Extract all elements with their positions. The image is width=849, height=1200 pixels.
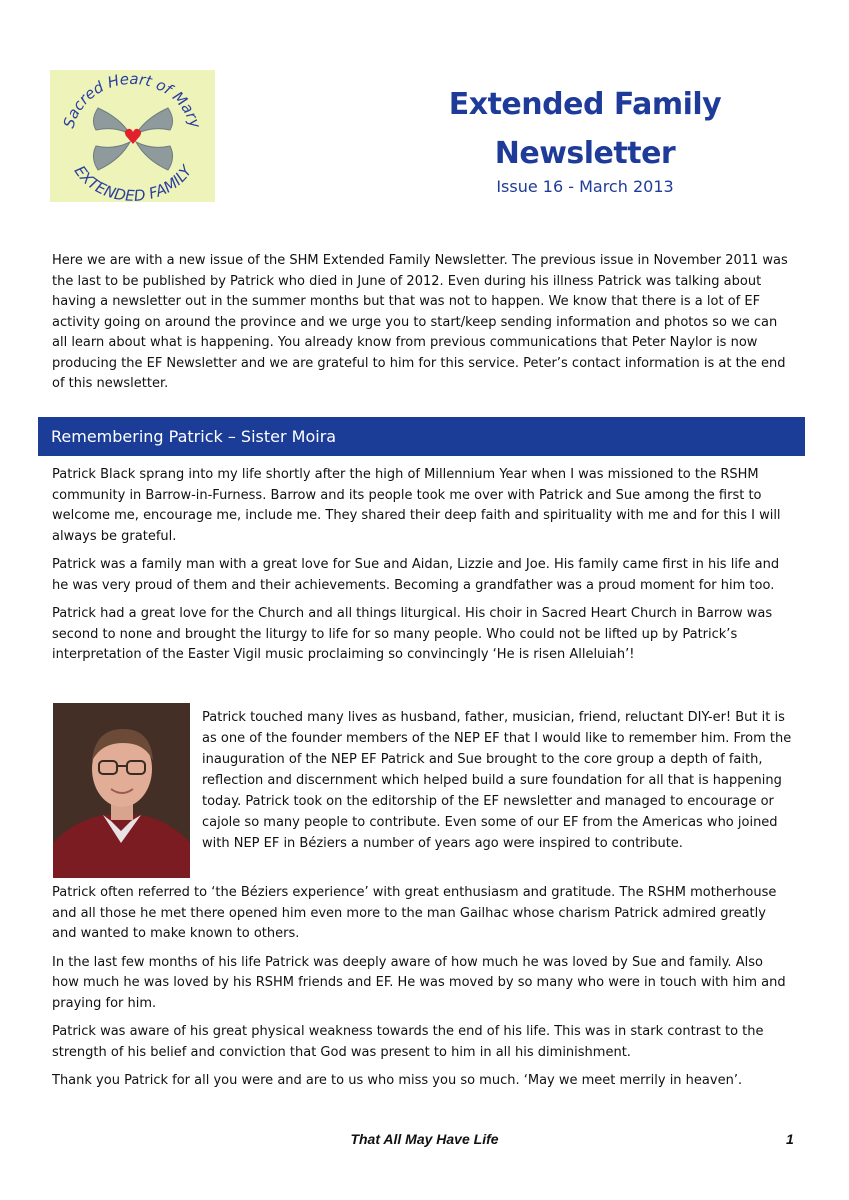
issue-label: Issue 16 - March 2013 <box>496 177 674 196</box>
svg-text:Sacred Heart of Mary: Sacred Heart of Mary <box>59 70 205 131</box>
paragraph-7: Patrick was aware of his great physical weakness towards the end of his life. This was in stark contrast to the strength of his belief and conviction that God was present to him in all his diminishment. <box>52 1024 764 1060</box>
title-line-1: Extended Family <box>448 87 722 122</box>
paragraph-1: Patrick Black sprang into my life shortly after the high of Millennium Year when I was missioned to the RSHM community in Barrow-in-Furness. Barrow and its people took me over with Patrick and Sue among the first to welcome me, encourage me, include me. They shared their deep faith and spirituality with me and for this I will always be grateful. <box>52 467 781 544</box>
paragraph-4: Patrick touched many lives as husband, father, musician, friend, reluctant DIY-er! But it is as one of the founder members of the NEP EF that I would like to remember him. From the inauguration of the NEP EF Patrick and Sue brought to the core group a depth of faith, reflection and discernment which helped build a sure foundation for all that is happening today. Patrick took on the editorship of the EF newsletter and managed to encourage or cajole so many people to contribute. Even some of our EF from the Americas who joined with NEP EF in Béziers a number of years ago were inspired to contribute. <box>202 710 792 851</box>
svg-text:EXTENDED FAMILY: EXTENDED FAMILY <box>70 162 196 202</box>
intro-paragraph <box>52 251 792 403</box>
article-body-photo-wrap <box>202 707 794 854</box>
article-body-bottom <box>52 883 792 1100</box>
paragraph-8: Thank you Patrick for all you were and are to us who miss you so much. ‘May we meet merrily in heaven’. <box>52 1073 743 1088</box>
section-heading: Remembering Patrick – Sister Moira <box>38 417 805 456</box>
paragraph-2: Patrick was a family man with a great love for Sue and Aidan, Lizzie and Joe. His family came first in his life and he was very proud of them and their achievements. Becoming a grandfather was a proud moment for him too. <box>52 557 780 593</box>
newsletter-title <box>430 80 740 178</box>
heart-icon <box>125 129 141 144</box>
paragraph-5: Patrick often referred to ‘the Béziers experience’ with great enthusiasm and gratitude. The RSHM motherhouse and all those he met there opened him even more to the man Gailhac whose charism Patrick admired greatly and wanted to make known to others. <box>52 885 777 941</box>
logo <box>50 70 215 202</box>
patrick-photo <box>53 703 190 878</box>
intro-text: Here we are with a new issue of the SHM Extended Family Newsletter. The previous issue in November 2011 was the last to be published by Patrick who died in June of 2012. Even during his illness Patrick was talking about having a newsletter out in the summer months but that was not to happen. We know that there is a lot of EF activity going on around the province and we urge you to start/keep sending information and photos so we can all learn about what is happening. You already know from previous communications that Peter Naylor is now producing the EF Newsletter and we are grateful to him for this service. Peter’s contact information is at the end of this newsletter. <box>52 253 788 391</box>
footer-motto: That All May Have Life <box>350 1131 499 1147</box>
paragraph-6: In the last few months of his life Patrick was deeply aware of how much he was loved by Sue and family. Also how much he was loved by his RSHM friends and EF. He was moved by so many who were in touch with him and praying for him. <box>52 954 786 1011</box>
page-number: 1 <box>786 1131 794 1147</box>
title-line-2: Newsletter <box>494 136 676 171</box>
article-body-top <box>52 465 792 674</box>
paragraph-3: Patrick had a great love for the Church and all things liturgical. His choir in Sacred Heart Church in Barrow was second to none and brought the liturgy to life for so many people. Who could not be lifted up by Patrick’s interpretation of the Easter Vigil music proclaiming so convincingly ‘He is risen Alleluiah’! <box>52 606 773 662</box>
